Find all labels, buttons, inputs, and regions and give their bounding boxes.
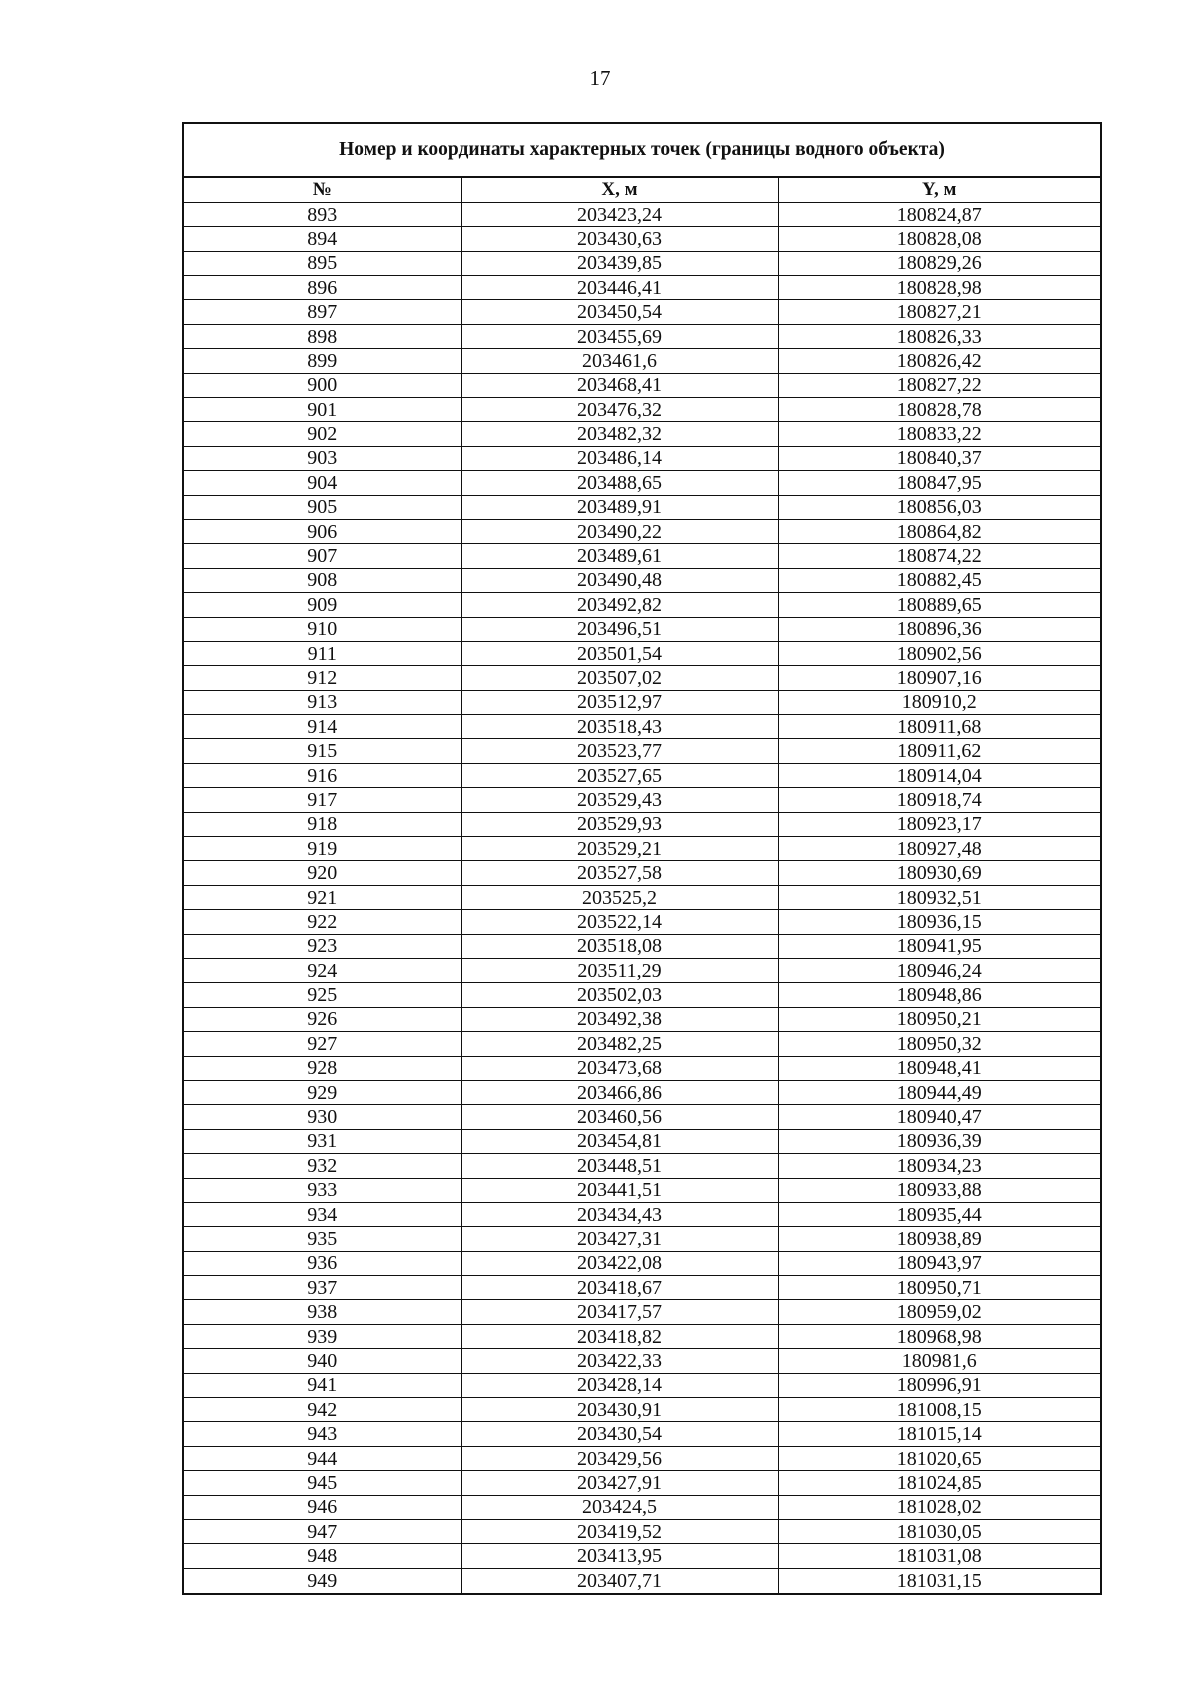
cell-y-coordinate: 180981,6 xyxy=(778,1349,1100,1373)
table-row xyxy=(184,1519,1100,1543)
cell-x-coordinate: 203486,14 xyxy=(461,446,778,470)
cell-x-coordinate: 203439,85 xyxy=(461,251,778,275)
cell-x-coordinate: 203501,54 xyxy=(461,641,778,665)
cell-point-number: 944 xyxy=(184,1446,461,1470)
table-row xyxy=(184,837,1100,861)
table-row xyxy=(184,519,1100,543)
column-header-y: Y, м xyxy=(778,178,1100,202)
cell-x-coordinate: 203518,43 xyxy=(461,715,778,739)
cell-point-number: 914 xyxy=(184,715,461,739)
cell-y-coordinate: 180882,45 xyxy=(778,568,1100,592)
cell-point-number: 929 xyxy=(184,1080,461,1104)
cell-point-number: 899 xyxy=(184,349,461,373)
cell-y-coordinate: 180828,78 xyxy=(778,398,1100,422)
cell-x-coordinate: 203525,2 xyxy=(461,885,778,909)
cell-point-number: 942 xyxy=(184,1398,461,1422)
cell-y-coordinate: 180932,51 xyxy=(778,885,1100,909)
table-row xyxy=(184,739,1100,763)
cell-x-coordinate: 203424,5 xyxy=(461,1495,778,1519)
cell-point-number: 908 xyxy=(184,568,461,592)
table-row xyxy=(184,1349,1100,1373)
cell-y-coordinate: 180856,03 xyxy=(778,495,1100,519)
cell-x-coordinate: 203512,97 xyxy=(461,690,778,714)
cell-y-coordinate: 180828,08 xyxy=(778,227,1100,251)
cell-point-number: 935 xyxy=(184,1227,461,1251)
cell-point-number: 933 xyxy=(184,1178,461,1202)
cell-x-coordinate: 203448,51 xyxy=(461,1154,778,1178)
cell-x-coordinate: 203511,29 xyxy=(461,959,778,983)
cell-y-coordinate: 180829,26 xyxy=(778,251,1100,275)
cell-x-coordinate: 203473,68 xyxy=(461,1056,778,1080)
cell-y-coordinate: 180826,42 xyxy=(778,349,1100,373)
cell-point-number: 904 xyxy=(184,471,461,495)
table-row xyxy=(184,1446,1100,1470)
table-row xyxy=(184,568,1100,592)
cell-x-coordinate: 203430,91 xyxy=(461,1398,778,1422)
cell-y-coordinate: 180933,88 xyxy=(778,1178,1100,1202)
cell-point-number: 912 xyxy=(184,666,461,690)
cell-point-number: 900 xyxy=(184,373,461,397)
cell-x-coordinate: 203482,32 xyxy=(461,422,778,446)
cell-y-coordinate: 180874,22 xyxy=(778,544,1100,568)
cell-point-number: 943 xyxy=(184,1422,461,1446)
table-row xyxy=(184,666,1100,690)
table-row xyxy=(184,446,1100,470)
cell-x-coordinate: 203529,21 xyxy=(461,837,778,861)
cell-point-number: 897 xyxy=(184,300,461,324)
table-row xyxy=(184,1251,1100,1275)
cell-y-coordinate: 181008,15 xyxy=(778,1398,1100,1422)
cell-y-coordinate: 180918,74 xyxy=(778,788,1100,812)
cell-y-coordinate: 180935,44 xyxy=(778,1202,1100,1226)
cell-y-coordinate: 180936,39 xyxy=(778,1129,1100,1153)
cell-x-coordinate: 203461,6 xyxy=(461,349,778,373)
table-row xyxy=(184,1129,1100,1153)
cell-point-number: 941 xyxy=(184,1373,461,1397)
cell-x-coordinate: 203441,51 xyxy=(461,1178,778,1202)
cell-point-number: 909 xyxy=(184,593,461,617)
table-row xyxy=(184,1227,1100,1251)
cell-y-coordinate: 180864,82 xyxy=(778,519,1100,543)
cell-x-coordinate: 203492,38 xyxy=(461,1007,778,1031)
cell-y-coordinate: 180833,22 xyxy=(778,422,1100,446)
cell-x-coordinate: 203502,03 xyxy=(461,983,778,1007)
cell-y-coordinate: 180907,16 xyxy=(778,666,1100,690)
cell-point-number: 923 xyxy=(184,934,461,958)
cell-y-coordinate: 180896,36 xyxy=(778,617,1100,641)
cell-y-coordinate: 180828,98 xyxy=(778,276,1100,300)
cell-point-number: 921 xyxy=(184,885,461,909)
cell-x-coordinate: 203417,57 xyxy=(461,1300,778,1324)
cell-y-coordinate: 180923,17 xyxy=(778,812,1100,836)
cell-y-coordinate: 180996,91 xyxy=(778,1373,1100,1397)
cell-x-coordinate: 203422,33 xyxy=(461,1349,778,1373)
table-header-row xyxy=(184,178,1100,202)
table-body xyxy=(184,202,1100,1592)
table-row xyxy=(184,324,1100,348)
table-title: Номер и координаты характерных точек (границы водного объекта) xyxy=(184,124,1100,178)
table-row xyxy=(184,202,1100,226)
table-row xyxy=(184,1105,1100,1129)
cell-x-coordinate: 203490,22 xyxy=(461,519,778,543)
cell-x-coordinate: 203434,43 xyxy=(461,1202,778,1226)
cell-y-coordinate: 180827,22 xyxy=(778,373,1100,397)
table-row xyxy=(184,812,1100,836)
cell-point-number: 938 xyxy=(184,1300,461,1324)
table-row xyxy=(184,1324,1100,1348)
cell-x-coordinate: 203427,31 xyxy=(461,1227,778,1251)
cell-point-number: 896 xyxy=(184,276,461,300)
cell-x-coordinate: 203419,52 xyxy=(461,1519,778,1543)
cell-point-number: 926 xyxy=(184,1007,461,1031)
table-row xyxy=(184,1373,1100,1397)
cell-y-coordinate: 180948,86 xyxy=(778,983,1100,1007)
cell-y-coordinate: 180968,98 xyxy=(778,1324,1100,1348)
cell-point-number: 917 xyxy=(184,788,461,812)
cell-x-coordinate: 203490,48 xyxy=(461,568,778,592)
cell-y-coordinate: 180911,68 xyxy=(778,715,1100,739)
table-row xyxy=(184,1471,1100,1495)
cell-point-number: 928 xyxy=(184,1056,461,1080)
cell-point-number: 922 xyxy=(184,910,461,934)
table-row xyxy=(184,861,1100,885)
cell-point-number: 947 xyxy=(184,1519,461,1543)
cell-x-coordinate: 203527,65 xyxy=(461,763,778,787)
cell-x-coordinate: 203427,91 xyxy=(461,1471,778,1495)
cell-point-number: 893 xyxy=(184,202,461,226)
coordinates-table-frame xyxy=(182,122,1102,1595)
cell-y-coordinate: 180941,95 xyxy=(778,934,1100,958)
cell-point-number: 925 xyxy=(184,983,461,1007)
cell-x-coordinate: 203430,63 xyxy=(461,227,778,251)
cell-x-coordinate: 203496,51 xyxy=(461,617,778,641)
cell-point-number: 920 xyxy=(184,861,461,885)
table-row xyxy=(184,1007,1100,1031)
table-row xyxy=(184,227,1100,251)
cell-point-number: 934 xyxy=(184,1202,461,1226)
cell-y-coordinate: 181024,85 xyxy=(778,1471,1100,1495)
table-row xyxy=(184,763,1100,787)
table-row xyxy=(184,788,1100,812)
cell-x-coordinate: 203523,77 xyxy=(461,739,778,763)
cell-y-coordinate: 180827,21 xyxy=(778,300,1100,324)
cell-point-number: 919 xyxy=(184,837,461,861)
cell-x-coordinate: 203413,95 xyxy=(461,1544,778,1568)
cell-point-number: 916 xyxy=(184,763,461,787)
cell-x-coordinate: 203507,02 xyxy=(461,666,778,690)
cell-point-number: 907 xyxy=(184,544,461,568)
cell-y-coordinate: 180910,2 xyxy=(778,690,1100,714)
table-row xyxy=(184,910,1100,934)
table-row xyxy=(184,1398,1100,1422)
cell-y-coordinate: 180944,49 xyxy=(778,1080,1100,1104)
table-row xyxy=(184,1300,1100,1324)
table-row xyxy=(184,495,1100,519)
table-row xyxy=(184,276,1100,300)
cell-x-coordinate: 203422,08 xyxy=(461,1251,778,1275)
cell-x-coordinate: 203446,41 xyxy=(461,276,778,300)
cell-point-number: 924 xyxy=(184,959,461,983)
cell-point-number: 910 xyxy=(184,617,461,641)
cell-point-number: 905 xyxy=(184,495,461,519)
cell-x-coordinate: 203522,14 xyxy=(461,910,778,934)
cell-y-coordinate: 180930,69 xyxy=(778,861,1100,885)
cell-y-coordinate: 181031,08 xyxy=(778,1544,1100,1568)
cell-point-number: 936 xyxy=(184,1251,461,1275)
cell-x-coordinate: 203468,41 xyxy=(461,373,778,397)
table-row xyxy=(184,251,1100,275)
cell-x-coordinate: 203418,82 xyxy=(461,1324,778,1348)
cell-point-number: 946 xyxy=(184,1495,461,1519)
table-row xyxy=(184,1202,1100,1226)
table-row xyxy=(184,1056,1100,1080)
table-row xyxy=(184,398,1100,422)
cell-y-coordinate: 180927,48 xyxy=(778,837,1100,861)
table-row xyxy=(184,373,1100,397)
cell-x-coordinate: 203489,91 xyxy=(461,495,778,519)
cell-x-coordinate: 203529,43 xyxy=(461,788,778,812)
table-row xyxy=(184,983,1100,1007)
cell-x-coordinate: 203428,14 xyxy=(461,1373,778,1397)
coordinates-table xyxy=(184,178,1100,1593)
table-row xyxy=(184,1178,1100,1202)
cell-point-number: 902 xyxy=(184,422,461,446)
cell-x-coordinate: 203423,24 xyxy=(461,202,778,226)
cell-x-coordinate: 203529,93 xyxy=(461,812,778,836)
cell-x-coordinate: 203454,81 xyxy=(461,1129,778,1153)
cell-y-coordinate: 180950,21 xyxy=(778,1007,1100,1031)
table-row xyxy=(184,300,1100,324)
cell-y-coordinate: 181028,02 xyxy=(778,1495,1100,1519)
cell-y-coordinate: 180946,24 xyxy=(778,959,1100,983)
table-row xyxy=(184,1154,1100,1178)
table-row xyxy=(184,1080,1100,1104)
cell-point-number: 894 xyxy=(184,227,461,251)
cell-point-number: 915 xyxy=(184,739,461,763)
cell-point-number: 911 xyxy=(184,641,461,665)
cell-y-coordinate: 180902,56 xyxy=(778,641,1100,665)
cell-y-coordinate: 180824,87 xyxy=(778,202,1100,226)
table-row xyxy=(184,1276,1100,1300)
table-row xyxy=(184,471,1100,495)
cell-point-number: 931 xyxy=(184,1129,461,1153)
table-row xyxy=(184,1032,1100,1056)
cell-y-coordinate: 180934,23 xyxy=(778,1154,1100,1178)
table-row xyxy=(184,617,1100,641)
table-row xyxy=(184,349,1100,373)
table-row xyxy=(184,1544,1100,1568)
cell-x-coordinate: 203450,54 xyxy=(461,300,778,324)
cell-y-coordinate: 180950,32 xyxy=(778,1032,1100,1056)
cell-y-coordinate: 180959,02 xyxy=(778,1300,1100,1324)
cell-point-number: 940 xyxy=(184,1349,461,1373)
table-row xyxy=(184,1568,1100,1592)
cell-y-coordinate: 180950,71 xyxy=(778,1276,1100,1300)
cell-y-coordinate: 180940,47 xyxy=(778,1105,1100,1129)
cell-y-coordinate: 181031,15 xyxy=(778,1568,1100,1592)
cell-point-number: 898 xyxy=(184,324,461,348)
cell-y-coordinate: 180840,37 xyxy=(778,446,1100,470)
page-number: 17 xyxy=(589,66,611,90)
cell-y-coordinate: 180943,97 xyxy=(778,1251,1100,1275)
table-row xyxy=(184,544,1100,568)
cell-x-coordinate: 203492,82 xyxy=(461,593,778,617)
table-row xyxy=(184,593,1100,617)
table-row xyxy=(184,1422,1100,1446)
cell-point-number: 949 xyxy=(184,1568,461,1592)
cell-point-number: 903 xyxy=(184,446,461,470)
table-row xyxy=(184,641,1100,665)
cell-x-coordinate: 203476,32 xyxy=(461,398,778,422)
cell-point-number: 918 xyxy=(184,812,461,836)
table-row xyxy=(184,959,1100,983)
cell-x-coordinate: 203430,54 xyxy=(461,1422,778,1446)
table-row xyxy=(184,1495,1100,1519)
cell-y-coordinate: 180826,33 xyxy=(778,324,1100,348)
cell-x-coordinate: 203429,56 xyxy=(461,1446,778,1470)
cell-x-coordinate: 203482,25 xyxy=(461,1032,778,1056)
cell-point-number: 948 xyxy=(184,1544,461,1568)
cell-y-coordinate: 180936,15 xyxy=(778,910,1100,934)
cell-x-coordinate: 203489,61 xyxy=(461,544,778,568)
cell-y-coordinate: 181015,14 xyxy=(778,1422,1100,1446)
table-row xyxy=(184,715,1100,739)
cell-point-number: 932 xyxy=(184,1154,461,1178)
table-row xyxy=(184,690,1100,714)
cell-y-coordinate: 181020,65 xyxy=(778,1446,1100,1470)
cell-x-coordinate: 203460,56 xyxy=(461,1105,778,1129)
cell-y-coordinate: 180911,62 xyxy=(778,739,1100,763)
cell-x-coordinate: 203407,71 xyxy=(461,1568,778,1592)
cell-x-coordinate: 203418,67 xyxy=(461,1276,778,1300)
cell-y-coordinate: 180889,65 xyxy=(778,593,1100,617)
cell-point-number: 906 xyxy=(184,519,461,543)
cell-point-number: 913 xyxy=(184,690,461,714)
cell-y-coordinate: 181030,05 xyxy=(778,1519,1100,1543)
cell-x-coordinate: 203466,86 xyxy=(461,1080,778,1104)
cell-point-number: 927 xyxy=(184,1032,461,1056)
cell-point-number: 937 xyxy=(184,1276,461,1300)
cell-point-number: 901 xyxy=(184,398,461,422)
cell-x-coordinate: 203518,08 xyxy=(461,934,778,958)
cell-point-number: 895 xyxy=(184,251,461,275)
table-row xyxy=(184,885,1100,909)
table-row xyxy=(184,934,1100,958)
column-header-number: № xyxy=(184,178,461,202)
cell-x-coordinate: 203455,69 xyxy=(461,324,778,348)
cell-point-number: 945 xyxy=(184,1471,461,1495)
cell-point-number: 930 xyxy=(184,1105,461,1129)
cell-x-coordinate: 203488,65 xyxy=(461,471,778,495)
cell-y-coordinate: 180938,89 xyxy=(778,1227,1100,1251)
column-header-x: X, м xyxy=(461,178,778,202)
cell-y-coordinate: 180948,41 xyxy=(778,1056,1100,1080)
table-row xyxy=(184,422,1100,446)
cell-point-number: 939 xyxy=(184,1324,461,1348)
cell-y-coordinate: 180914,04 xyxy=(778,763,1100,787)
cell-x-coordinate: 203527,58 xyxy=(461,861,778,885)
cell-y-coordinate: 180847,95 xyxy=(778,471,1100,495)
